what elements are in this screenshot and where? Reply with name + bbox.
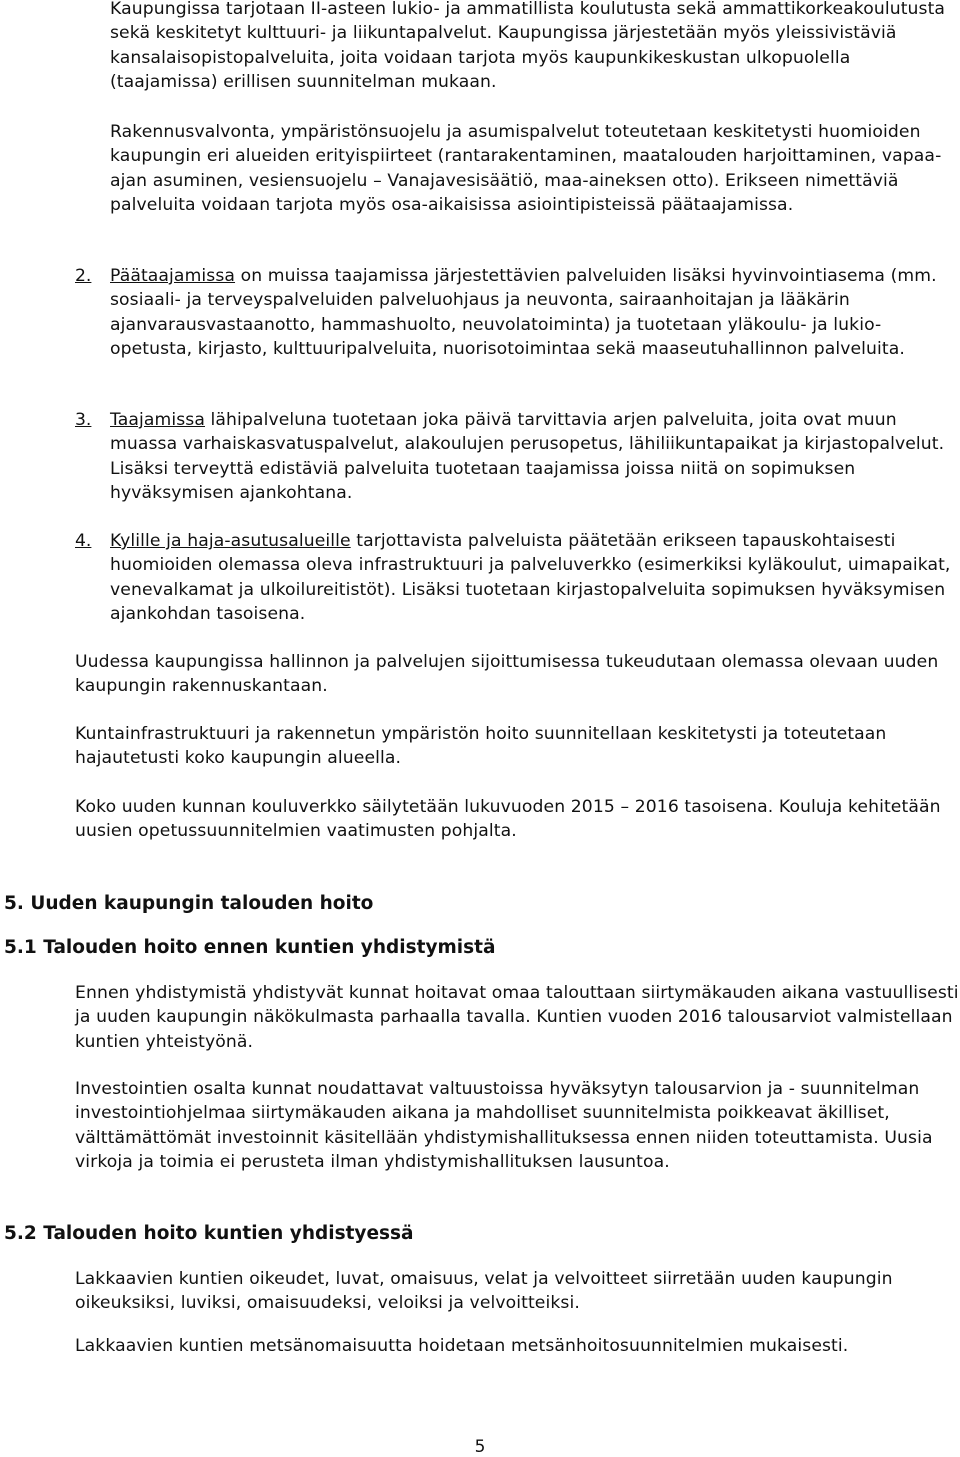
paragraph-5-2-b: Lakkaavien kuntien metsänomaisuutta hoidetaan metsänhoitosuunnitelmien mukaisesti.: [75, 1336, 849, 1356]
list-item-text: [110, 264, 960, 362]
list-item-text: [110, 408, 960, 506]
paragraph-5-2-a: Lakkaavien kuntien oikeudet, luvat, omaisuus, velat ja velvoitteet siirretään uuden kaupungin oikeuksiksi, luviksi, omaisuudeksi, veloiksi ja velvoitteiksi.: [75, 1269, 893, 1314]
list-number: 2.: [75, 266, 92, 286]
list-term: Taajamissa: [110, 410, 205, 430]
list-term: Kylille ja haja-asutusalueille: [110, 531, 351, 551]
paragraph-school-network: Koko uuden kunnan kouluverkko säilytetään lukuvuoden 2015 – 2016 tasoisena. Kouluja kehitetään uusien opetussuunnitelmien vaatimusten pohjalta.: [75, 797, 941, 842]
list-item-text: [110, 529, 960, 627]
paragraph-5-1-a: Ennen yhdistymistä yhdistyvät kunnat hoitavat omaa talouttaan siirtymäkauden aikana vastuullisesti ja uuden kaupungin näkökulmasta parhaalla tavalla. Kuntien vuoden 2016 talousarviot valmistellaan kuntien yhteistyönä.: [75, 983, 959, 1052]
list-body: lähipalveluna tuotetaan joka päivä tarvittavia arjen palveluita, joita ovat muun muassa varhaiskasvatuspalvelut, alakoulujen perusopetus, lähiliikuntapaikat ja kirjastopalvelut. Lisäksi terveyttä edistäviä palveluita tuotetaan taajamissa joissa niitä on sopimuksen hyväksymisen ajankohtana.: [110, 410, 945, 504]
section-heading-5-2: 5.2 Talouden hoito kuntien yhdistyessä: [4, 1223, 414, 1244]
section-heading-5: 5. Uuden kaupungin talouden hoito: [4, 893, 374, 914]
list-number: 4.: [75, 531, 92, 551]
section-heading-5-1: 5.1 Talouden hoito ennen kuntien yhdistymistä: [4, 937, 496, 958]
page-number: 5: [474, 1437, 486, 1457]
list-number: 3.: [75, 410, 92, 430]
paragraph-5-1-b: Investointien osalta kunnat noudattavat valtuustoissa hyväksytyn talousarvion ja - suunnitelman investointiohjelmaa siirtymäkauden aikana ja mahdolliset suunnitelmista poikkeavat äkilliset, välttämättömät investoinnit käsitellään yhdistymishallituksessa ennen niiden toteuttamista. Uusia virkoja ja toimia ei perusteta ilman yhdistymishallituksen lausuntoa.: [75, 1079, 933, 1173]
list-body: on muissa taajamissa järjestettävien palveluiden lisäksi hyvinvointiasema (mm. sosiaali- ja terveyspalveluiden palveluohjaus ja neuvonta, sairaanhoitajan ja lääkärin ajanvarausvastaanotto, hammashuolto, neuvolatoiminta) ja tuotetaan yläkoulu- ja lukio-opetusta, kirjasto, kulttuuripalveluita, nuorisotoimintaa sekä maaseutuhallinnon palveluita.: [110, 266, 937, 360]
list-term: Päätaajamissa: [110, 266, 236, 286]
paragraph-infrastructure: Kuntainfrastruktuuri ja rakennetun ympäristön hoito suunnitellaan keskitetysti ja toteutetaan hajautetusti koko kaupungin alueella.: [75, 724, 887, 769]
list-body: tarjottavista palveluista päätetään erikseen tapauskohtaisesti huomioiden olemassa oleva infrastruktuuri ja palveluverkko (esimerkiksi kyläkoulut, uimapaikat, venevalkamat ja ulkoilureitistöt). Lisäksi tuotetaan kirjastopalveluita sopimuksen hyväksymisen ajankohdan tasoisena.: [110, 531, 951, 625]
paragraph-buildings: Uudessa kaupungissa hallinnon ja palvelujen sijoittumisessa tukeudutaan olemassa olevaan uuden kaupungin rakennuskantaan.: [75, 652, 939, 697]
intro-paragraph-1: Kaupungissa tarjotaan II-asteen lukio- ja ammatillista koulutusta sekä ammattikorkeakoulutusta sekä keskitetyt kulttuuri- ja liikuntapalvelut. Kaupungissa järjestetään myös yleissivistäviä kansalaisopistopalveluita, joita voidaan tarjota myös kaupunkikeskustan ulkopuolella (taajamissa) erillisen suunnitelman mukaan.: [110, 0, 946, 93]
intro-paragraph-2: Rakennusvalvonta, ympäristönsuojelu ja asumispalvelut toteutetaan keskitetysti huomioiden kaupungin eri alueiden erityispiirteet (rantarakentaminen, maatalouden harjoittaminen, vapaa-ajan asuminen, vesiensuojelu – Vanajavesisäätiö, maa-aineksen otto). Erikseen nimettäviä palveluita voidaan tarjota myös osa-aikaisissa asiointipisteissä päätaajamissa.: [110, 122, 942, 216]
